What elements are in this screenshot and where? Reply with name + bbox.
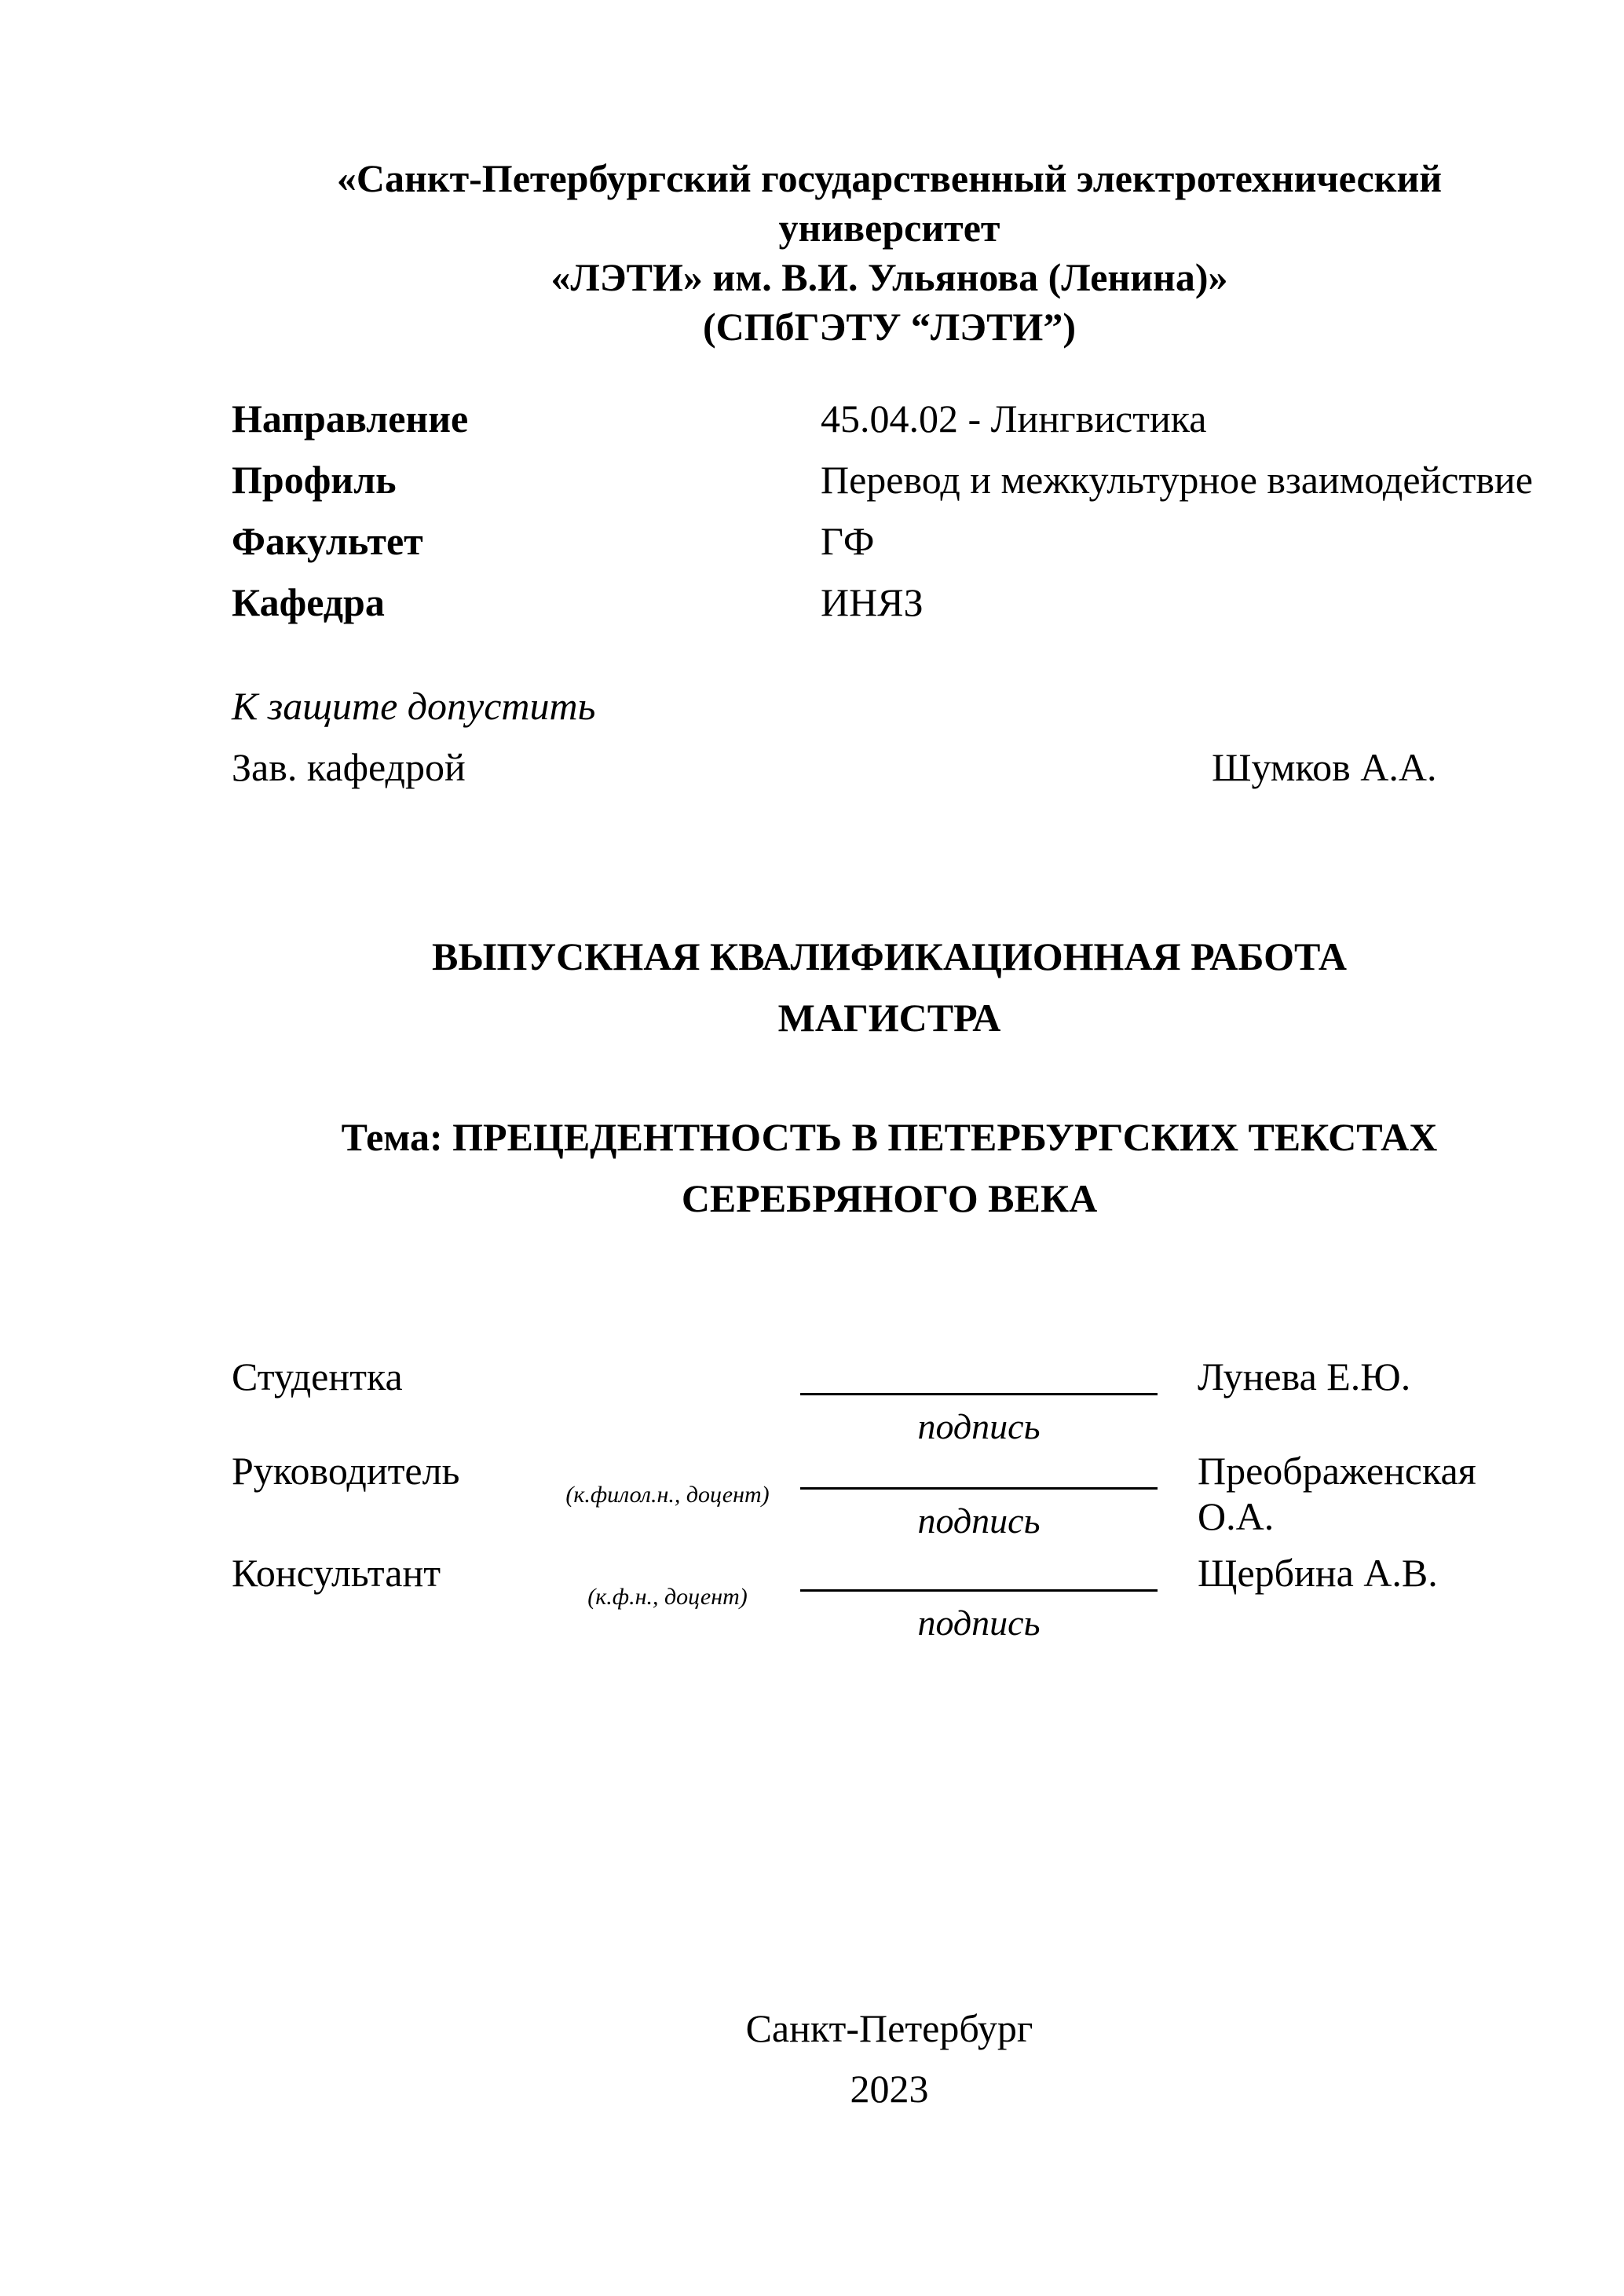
signatures-block xyxy=(232,1354,1547,1656)
footer-year: 2023 xyxy=(850,2067,929,2111)
field-value-profile: Перевод и межкультурное взаимодействие xyxy=(821,458,1533,502)
signature-caption: подпись xyxy=(917,1406,1041,1446)
signature-caption: подпись xyxy=(917,1501,1041,1541)
program-fields xyxy=(232,388,1547,633)
field-label-profile: Профиль xyxy=(232,458,397,502)
field-row-direction xyxy=(232,388,1547,449)
work-type-line1: ВЫПУСКНАЯ КВАЛИФИКАЦИОННАЯ РАБОТА xyxy=(432,934,1347,978)
signer-role-supervisor: Руководитель xyxy=(232,1449,460,1493)
field-row-department xyxy=(232,572,1547,633)
field-row-profile xyxy=(232,449,1547,510)
signature-line xyxy=(800,1487,1158,1543)
signer-name-consultant: Щербина А.В. xyxy=(1198,1551,1438,1595)
field-value-direction: 45.04.02 - Лингвистика xyxy=(821,397,1207,441)
work-type-line2: МАГИСТРА xyxy=(777,996,1001,1040)
footer-block xyxy=(232,1998,1547,2119)
signature-line xyxy=(800,1589,1158,1645)
signer-name-supervisor: Преображенская О.А. xyxy=(1198,1449,1476,1538)
theme-line1 xyxy=(232,1106,1547,1168)
university-header xyxy=(232,154,1547,352)
department-head-row xyxy=(232,737,1547,798)
signer-qualification-supervisor: (к.филол.н., доцент) xyxy=(565,1482,770,1508)
work-type-title xyxy=(232,926,1547,1048)
theme-title-line2: СЕРЕБРЯНОГО ВЕКА xyxy=(681,1176,1098,1220)
admission-block xyxy=(232,675,1547,798)
field-row-faculty xyxy=(232,510,1547,572)
signature-caption: подпись xyxy=(917,1603,1041,1643)
university-name-line1: «Санкт-Петербургский государственный электротехнический университет xyxy=(336,156,1443,250)
signature-line xyxy=(800,1393,1158,1449)
university-abbreviation: (СПбГЭТУ “ЛЭТИ”) xyxy=(703,305,1076,349)
admission-note: К защите допустить xyxy=(232,684,596,728)
department-head-name: Шумков А.А. xyxy=(1212,745,1437,789)
theme-prefix: Тема: xyxy=(341,1115,443,1159)
footer-city: Санкт-Петербург xyxy=(745,2006,1033,2050)
signature-row-supervisor xyxy=(232,1448,1547,1550)
field-label-department: Кафедра xyxy=(232,580,385,624)
signer-qualification-consultant: (к.ф.н., доцент) xyxy=(587,1584,748,1610)
signer-role-consultant: Консультант xyxy=(232,1551,441,1595)
thesis-theme xyxy=(232,1106,1547,1229)
field-value-faculty: ГФ xyxy=(821,519,875,563)
signer-role-student: Студентка xyxy=(232,1355,403,1398)
signer-name-student: Лунева Е.Ю. xyxy=(1198,1355,1411,1398)
field-label-faculty: Факультет xyxy=(232,519,423,563)
department-head-label: Зав. кафедрой xyxy=(232,745,466,789)
signature-row-consultant xyxy=(232,1550,1547,1656)
field-label-direction: Направление xyxy=(232,397,469,441)
theme-title-line1: ПРЕЦЕДЕНТНОСТЬ В ПЕТЕРБУРГСКИХ ТЕКСТАХ xyxy=(452,1115,1438,1159)
field-value-department: ИНЯЗ xyxy=(821,580,924,624)
university-name-line2: «ЛЭТИ» им. В.И. Ульянова (Ленина)» xyxy=(550,255,1228,299)
signature-row-student xyxy=(232,1354,1547,1448)
